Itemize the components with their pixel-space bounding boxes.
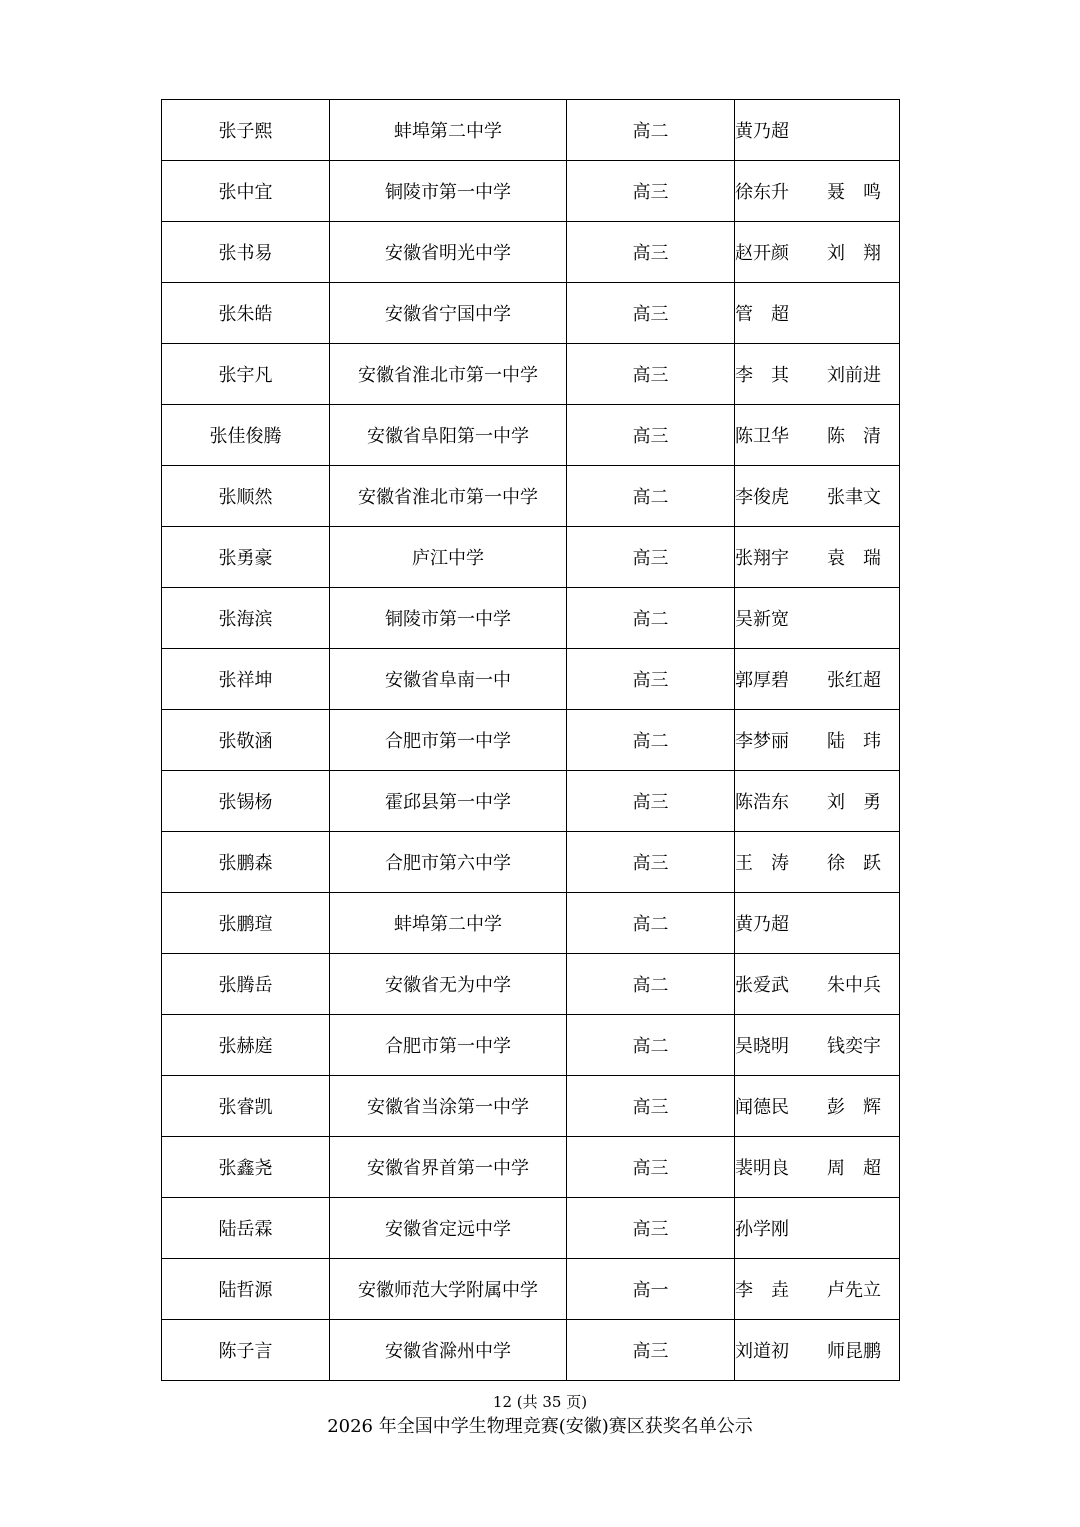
coach-secondary: 张聿文 (827, 487, 881, 508)
grade-cell: 高二 (567, 466, 735, 527)
coach-primary: 王 涛 (735, 853, 789, 874)
coach-names (735, 361, 899, 387)
school-cell: 合肥市第六中学 (330, 832, 567, 893)
student-name-cell: 陈子言 (162, 1320, 330, 1381)
table-row (162, 710, 900, 771)
grade-cell: 高三 (567, 649, 735, 710)
coach-secondary: 袁 瑞 (827, 548, 881, 569)
table-row (162, 283, 900, 344)
coach-names (735, 544, 899, 570)
coach-secondary: 刘 翔 (827, 243, 881, 264)
student-name-cell: 张敬涵 (162, 710, 330, 771)
table-row (162, 527, 900, 588)
table-row (162, 954, 900, 1015)
coach-primary: 赵开颜 (735, 243, 789, 264)
coach-secondary: 钱奕宇 (827, 1036, 881, 1057)
table-row (162, 1198, 900, 1259)
grade-cell: 高二 (567, 954, 735, 1015)
coach-names (735, 910, 899, 936)
student-name-cell: 张勇豪 (162, 527, 330, 588)
coach-cell (735, 527, 900, 588)
school-cell: 蚌埠第二中学 (330, 100, 567, 161)
coach-cell (735, 1320, 900, 1381)
coach-primary: 张爱武 (735, 975, 789, 996)
coach-names (735, 300, 899, 326)
award-list-body (162, 100, 900, 1381)
student-name-cell: 张海滨 (162, 588, 330, 649)
school-cell: 安徽省阜阳第一中学 (330, 405, 567, 466)
coach-secondary: 彭 辉 (827, 1097, 881, 1118)
coach-cell (735, 649, 900, 710)
school-cell: 安徽省无为中学 (330, 954, 567, 1015)
coach-primary: 吴新宽 (735, 609, 789, 630)
table-row (162, 1076, 900, 1137)
grade-cell: 高三 (567, 1320, 735, 1381)
table-row (162, 588, 900, 649)
coach-primary: 管 超 (735, 304, 789, 325)
coach-names (735, 1276, 899, 1302)
table-row (162, 161, 900, 222)
coach-secondary: 陈 清 (827, 426, 881, 447)
table-row (162, 1320, 900, 1381)
student-name-cell: 张腾岳 (162, 954, 330, 1015)
table-row (162, 832, 900, 893)
grade-cell: 高三 (567, 283, 735, 344)
coach-names (735, 727, 899, 753)
coach-cell (735, 1259, 900, 1320)
student-name-cell: 张睿凯 (162, 1076, 330, 1137)
table-row (162, 893, 900, 954)
coach-cell (735, 588, 900, 649)
coach-secondary: 刘前进 (827, 365, 881, 386)
grade-cell: 高三 (567, 832, 735, 893)
coach-names (735, 666, 899, 692)
coach-primary: 闻德民 (735, 1097, 789, 1118)
school-cell: 安徽省滁州中学 (330, 1320, 567, 1381)
school-cell: 安徽省界首第一中学 (330, 1137, 567, 1198)
school-cell: 铜陵市第一中学 (330, 588, 567, 649)
school-cell: 合肥市第一中学 (330, 1015, 567, 1076)
page-number: 12 (共 35 页) (492, 1393, 588, 1411)
coach-primary: 徐东升 (735, 182, 789, 203)
coach-names (735, 788, 899, 814)
grade-cell: 高三 (567, 344, 735, 405)
table-row (162, 222, 900, 283)
coach-primary: 吴晓明 (735, 1036, 789, 1057)
coach-names (735, 1154, 899, 1180)
coach-cell (735, 466, 900, 527)
coach-primary: 李梦丽 (735, 731, 789, 752)
grade-cell: 高三 (567, 161, 735, 222)
student-name-cell: 张鹏森 (162, 832, 330, 893)
student-name-cell: 张中宜 (162, 161, 330, 222)
coach-primary: 李 垚 (735, 1280, 789, 1301)
school-cell: 安徽省宁国中学 (330, 283, 567, 344)
table-row (162, 466, 900, 527)
student-name-cell: 张朱皓 (162, 283, 330, 344)
coach-secondary: 张红超 (827, 670, 881, 691)
grade-cell: 高一 (567, 1259, 735, 1320)
table-row (162, 649, 900, 710)
student-name-cell: 张祥坤 (162, 649, 330, 710)
coach-cell (735, 283, 900, 344)
coach-names (735, 1215, 899, 1241)
coach-names (735, 422, 899, 448)
coach-secondary: 朱中兵 (827, 975, 881, 996)
coach-names (735, 971, 899, 997)
award-list-table (161, 99, 900, 1381)
school-cell: 安徽省阜南一中 (330, 649, 567, 710)
coach-cell (735, 893, 900, 954)
coach-primary: 李 其 (735, 365, 789, 386)
student-name-cell: 张子熙 (162, 100, 330, 161)
coach-secondary: 师昆鹏 (827, 1341, 881, 1362)
coach-secondary: 聂 鸣 (827, 182, 881, 203)
table-row (162, 344, 900, 405)
grade-cell: 高二 (567, 588, 735, 649)
coach-cell (735, 161, 900, 222)
coach-cell (735, 1015, 900, 1076)
table-row (162, 1259, 900, 1320)
coach-names (735, 1337, 899, 1363)
coach-secondary: 卢先立 (827, 1280, 881, 1301)
coach-names (735, 483, 899, 509)
grade-cell: 高二 (567, 893, 735, 954)
coach-primary: 陈卫华 (735, 426, 789, 447)
grade-cell: 高二 (567, 710, 735, 771)
student-name-cell: 张佳俊腾 (162, 405, 330, 466)
school-cell: 铜陵市第一中学 (330, 161, 567, 222)
coach-secondary: 徐 跃 (827, 853, 881, 874)
grade-cell: 高三 (567, 405, 735, 466)
school-cell: 庐江中学 (330, 527, 567, 588)
student-name-cell: 张赫庭 (162, 1015, 330, 1076)
grade-cell: 高三 (567, 222, 735, 283)
coach-names (735, 178, 899, 204)
coach-secondary: 陆 玮 (827, 731, 881, 752)
coach-names (735, 1093, 899, 1119)
table-row (162, 405, 900, 466)
grade-cell: 高二 (567, 1015, 735, 1076)
coach-cell (735, 344, 900, 405)
school-cell: 安徽省明光中学 (330, 222, 567, 283)
school-cell: 霍邱县第一中学 (330, 771, 567, 832)
school-cell: 合肥市第一中学 (330, 710, 567, 771)
coach-primary: 裴明良 (735, 1158, 789, 1179)
school-cell: 安徽省淮北市第一中学 (330, 466, 567, 527)
coach-cell (735, 1198, 900, 1259)
table-row (162, 100, 900, 161)
coach-cell (735, 100, 900, 161)
coach-cell (735, 1076, 900, 1137)
coach-secondary: 周 超 (827, 1158, 881, 1179)
student-name-cell: 张书易 (162, 222, 330, 283)
coach-primary: 郭厚碧 (735, 670, 789, 691)
school-cell: 安徽省淮北市第一中学 (330, 344, 567, 405)
school-cell: 安徽省定远中学 (330, 1198, 567, 1259)
school-cell: 安徽师范大学附属中学 (330, 1259, 567, 1320)
grade-cell: 高三 (567, 1076, 735, 1137)
coach-cell (735, 405, 900, 466)
table-row (162, 1015, 900, 1076)
coach-primary: 刘道初 (735, 1341, 789, 1362)
table-row (162, 771, 900, 832)
coach-names (735, 117, 899, 143)
student-name-cell: 张宇凡 (162, 344, 330, 405)
coach-primary: 张翔宇 (735, 548, 789, 569)
grade-cell: 高三 (567, 771, 735, 832)
coach-names (735, 1032, 899, 1058)
student-name-cell: 张鹏瑄 (162, 893, 330, 954)
coach-cell (735, 222, 900, 283)
grade-cell: 高三 (567, 1198, 735, 1259)
grade-cell: 高三 (567, 1137, 735, 1198)
coach-names (735, 605, 899, 631)
document-title: 2026 年全国中学生物理竞赛(安徽)赛区获奖名单公示 (327, 1416, 753, 1437)
table-row (162, 1137, 900, 1198)
school-cell: 蚌埠第二中学 (330, 893, 567, 954)
student-name-cell: 陆哲源 (162, 1259, 330, 1320)
grade-cell: 高二 (567, 100, 735, 161)
coach-primary: 孙学刚 (735, 1219, 789, 1240)
coach-cell (735, 771, 900, 832)
coach-names (735, 239, 899, 265)
student-name-cell: 张鑫尧 (162, 1137, 330, 1198)
coach-primary: 李俊虎 (735, 487, 789, 508)
grade-cell: 高三 (567, 527, 735, 588)
coach-cell (735, 832, 900, 893)
student-name-cell: 陆岳霖 (162, 1198, 330, 1259)
coach-primary: 黄乃超 (735, 121, 789, 142)
coach-cell (735, 710, 900, 771)
school-cell: 安徽省当涂第一中学 (330, 1076, 567, 1137)
coach-primary: 陈浩东 (735, 792, 789, 813)
coach-cell (735, 954, 900, 1015)
student-name-cell: 张顺然 (162, 466, 330, 527)
coach-names (735, 849, 899, 875)
coach-primary: 黄乃超 (735, 914, 789, 935)
coach-secondary: 刘 勇 (827, 792, 881, 813)
coach-cell (735, 1137, 900, 1198)
student-name-cell: 张锡杨 (162, 771, 330, 832)
